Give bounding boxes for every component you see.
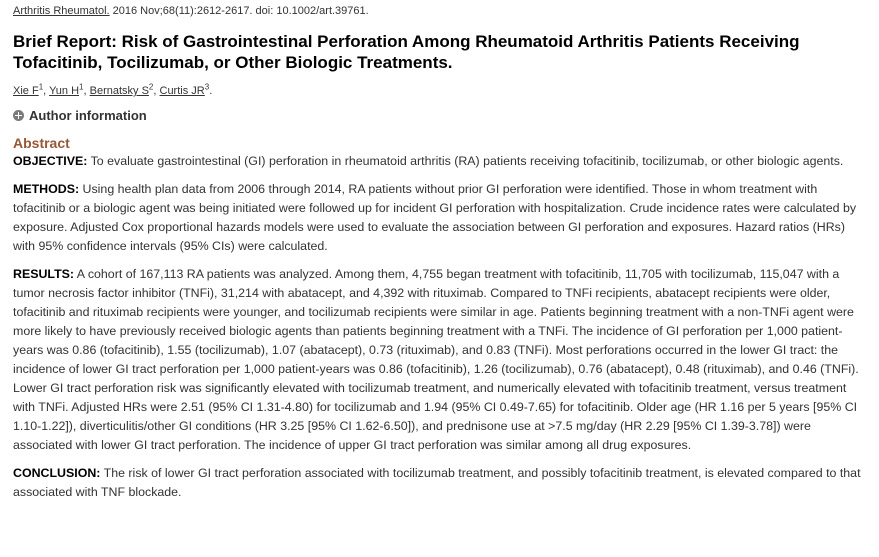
author-affiliation-sup: 2 [148,82,154,92]
author-separator: , [83,85,90,97]
author-list [13,82,869,98]
author-terminator: . [209,85,213,97]
section-text: The risk of lower GI tract perforation associated with tocilizumab treatment, and possibly tofacitinib treatment, is elevated compared to that associated with TNF blockade. [13,466,861,499]
section-text: A cohort of 167,113 RA patients was analyzed. Among them, 4,755 began treatment with tofacitinib, 11,705 with tocilizumab, 115,047 with a tumor necrosis factor inhibitor (TNFi), 31,214 with abatacept, and 4,392 with rituximab. Compared to TNFi recipients, abatacept recipients were older, tofacitinib and rituximab recipients were younger, and tocilizumab recipients were similar in age. Patients beginning treatment with a non-TNFi agent were more likely to have previously received biologic agents than patients beginning treatment with a TNFi. The incidence of GI perforation per 1,000 patient-years was 0.86 (tofacitinib), 1.55 (tocilizumab), 1.07 (abatacept), 0.73 (rituximab), and 0.83 (TNFi). Most perforations occurred in the lower GI tract: the incidence of lower GI tract perforation per 1,000 patient-years was 0.86 (tofacitinib), 1.26 (tocilizumab), 0.76 (abatacept), 0.48 (rituximab), and 0.46 (TNFi). Lower GI tract perforation risk was significantly elevated with tocilizumab treatment, and numerically elevated with tofacitinib treatment, versus treatment with TNFi. Adjusted HRs were 2.51 (95% CI 1.31-4.80) for tocilizumab and 1.94 (95% CI 0.49-7.65) for tofacitinib. Older age (HR 1.16 per 5 years [95% CI 1.10-1.22]), diverticulitis/other GI conditions (HR 3.25 [95% CI 1.62-6.50]), and prednisone use at >7.5 mg/day (HR 2.29 [95% CI 1.39-3.78]) were associated with lower GI tract perforation. The incidence of upper GI tract perforation was similar among all drug exposures. [13,267,859,452]
abstract-conclusion [13,464,865,502]
author-link[interactable]: Xie F [13,85,39,97]
author-affiliation-sup: 1 [79,82,84,92]
author-link[interactable]: Bernatsky S [89,85,149,97]
author-separator: , [153,85,160,97]
section-label: METHODS: [13,182,80,196]
article-title: Brief Report: Risk of Gastrointestinal Perforation Among Rheumatoid Arthritis Patients Receiving Tofacitinib, Tocilizumab, or Other Biologic Treatments. [13,32,800,72]
section-text: Using health plan data from 2006 through 2014, RA patients without prior GI perforation were identified. Those in whom treatment with tofacitinib or a biologic agent was being initiated were followed up for incident GI perforation with hospitalization. Crude incidence rates were calculated by exposure. Adjusted Cox proportional hazards models were used to evaluate the association between GI perforation and exposures. Hazard ratios (HRs) with 95% confidence intervals (95% CIs) were calculated. [13,182,857,253]
abstract-heading: Abstract [13,135,70,151]
author-information-label: Author information [29,108,147,123]
author-separator: , [43,85,50,97]
article-page [13,5,869,502]
expand-plus-icon [13,110,24,121]
journal-link[interactable]: Arthritis Rheumatol. [13,5,110,17]
section-text: To evaluate gastrointestinal (GI) perforation in rheumatoid arthritis (RA) patients receiving tofacitinib, tocilizumab, or other biologic agents. [87,154,844,168]
author-link[interactable]: Yun H [49,85,80,97]
abstract-objective [13,152,865,171]
section-label: RESULTS: [13,267,75,281]
author-link[interactable]: Curtis JR [159,85,205,97]
abstract-results [13,265,865,455]
section-label: CONCLUSION: [13,466,101,480]
section-label: OBJECTIVE: [13,154,88,168]
author-information-toggle[interactable] [13,108,869,123]
abstract-methods [13,180,865,256]
citation-details: 2016 Nov;68(11):2612-2617. doi: 10.1002/art.39761. [109,5,369,17]
author-affiliation-sup: 1 [38,82,44,92]
author-affiliation-sup: 3 [204,82,210,92]
citation-line [13,5,869,18]
